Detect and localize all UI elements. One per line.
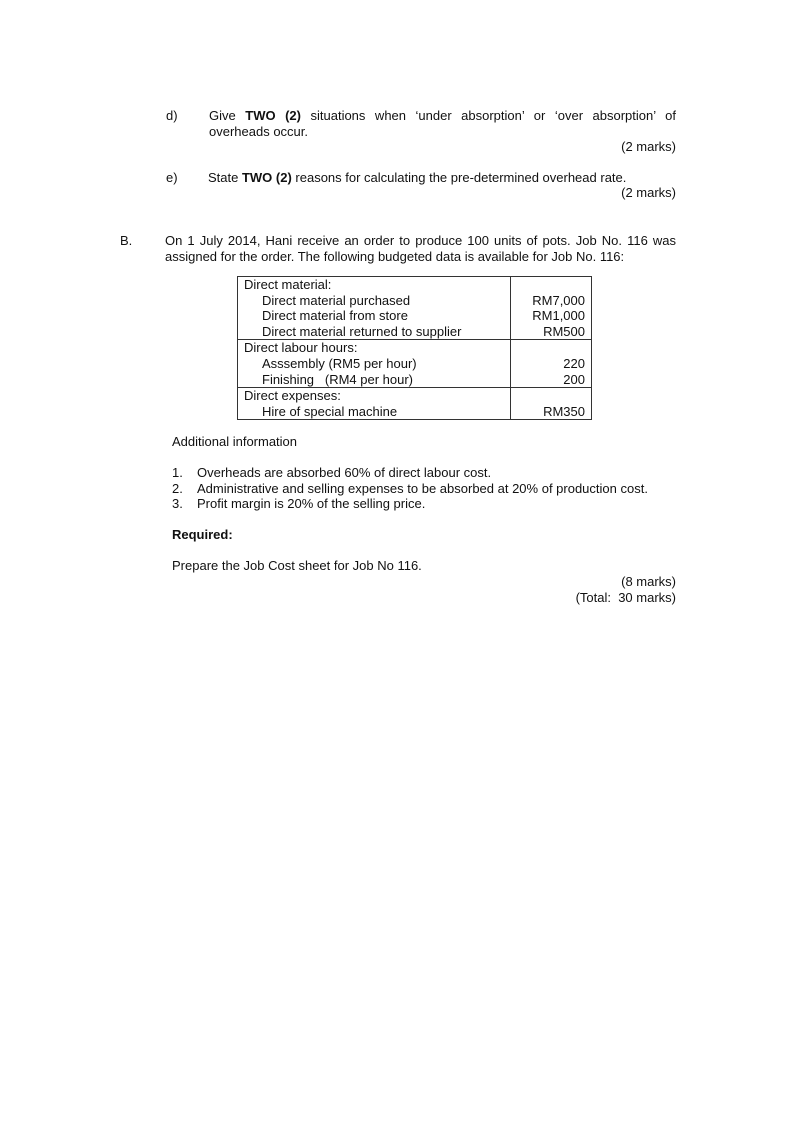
material-row-label: Direct material returned to supplier — [238, 324, 511, 340]
material-row-value: RM1,000 — [511, 308, 592, 324]
additional-info-heading: Additional information — [172, 434, 298, 449]
table-row — [238, 404, 592, 420]
labour-row-value: 220 — [511, 356, 592, 372]
material-heading: Direct material: — [238, 277, 511, 293]
table-row — [238, 340, 592, 356]
labour-row-label: Finishing (RM4 per hour) — [238, 372, 511, 388]
additional-item-text: Profit margin is 20% of the selling price. — [197, 496, 426, 511]
question-e-marks: (2 marks) — [621, 185, 676, 200]
question-e-text-bold: TWO (2) — [241, 170, 292, 185]
section-b-label: B. — [120, 233, 133, 248]
material-row-label: Direct material purchased — [238, 293, 511, 309]
labour-row-label: Asssembly (RM5 per hour) — [238, 356, 511, 372]
budget-data-table — [237, 276, 592, 420]
question-e-text — [208, 170, 678, 186]
table-row — [238, 293, 592, 309]
expenses-row-label: Hire of special machine — [238, 404, 511, 420]
question-d-text-before: Give — [209, 108, 246, 123]
table-row — [238, 356, 592, 372]
table-row — [238, 388, 592, 404]
question-d-marks: (2 marks) — [621, 139, 676, 154]
total-marks: (Total: 30 marks) — [575, 590, 676, 605]
material-row-value: RM500 — [511, 324, 592, 340]
question-d-label: d) — [166, 108, 178, 123]
question-e-text-after: reasons for calculating the pre-determined overhead rate. — [291, 170, 627, 185]
additional-item-text: Administrative and selling expenses to be absorbed at 20% of production cost. — [197, 481, 648, 496]
question-d-text-after: situations when ‘under absorption’ or ‘over absorption’ of overheads occur. — [209, 108, 677, 139]
section-b-marks: (8 marks) — [621, 574, 676, 589]
required-text: Prepare the Job Cost sheet for Job No 116. — [172, 558, 422, 573]
question-e-text-before: State — [208, 170, 242, 185]
table-row — [238, 308, 592, 324]
material-row-value: RM7,000 — [511, 293, 592, 309]
question-d-text-bold: TWO (2) — [245, 108, 301, 123]
additional-item-text: Overheads are absorbed 60% of direct labour cost. — [197, 465, 492, 480]
required-heading — [172, 527, 233, 543]
labour-heading: Direct labour hours: — [238, 340, 511, 356]
section-b-intro: On 1 July 2014, Hani receive an order to produce 100 units of pots. Job No. 116 was assigned for the order. The following budgeted data is available for Job No. 116: — [165, 233, 676, 264]
expenses-row-value: RM350 — [511, 404, 592, 420]
table-row — [238, 372, 592, 388]
material-row-label: Direct material from store — [238, 308, 511, 324]
question-d-text — [209, 108, 676, 140]
additional-item-number: 1. — [172, 465, 183, 480]
expenses-heading: Direct expenses: — [238, 388, 511, 404]
additional-item-number: 2. — [172, 481, 183, 496]
additional-item-number: 3. — [172, 496, 183, 511]
labour-row-value: 200 — [511, 372, 592, 388]
question-e-label: e) — [166, 170, 178, 185]
table-row — [238, 277, 592, 293]
required-heading-text: Required: — [172, 527, 233, 542]
table-row — [238, 324, 592, 340]
